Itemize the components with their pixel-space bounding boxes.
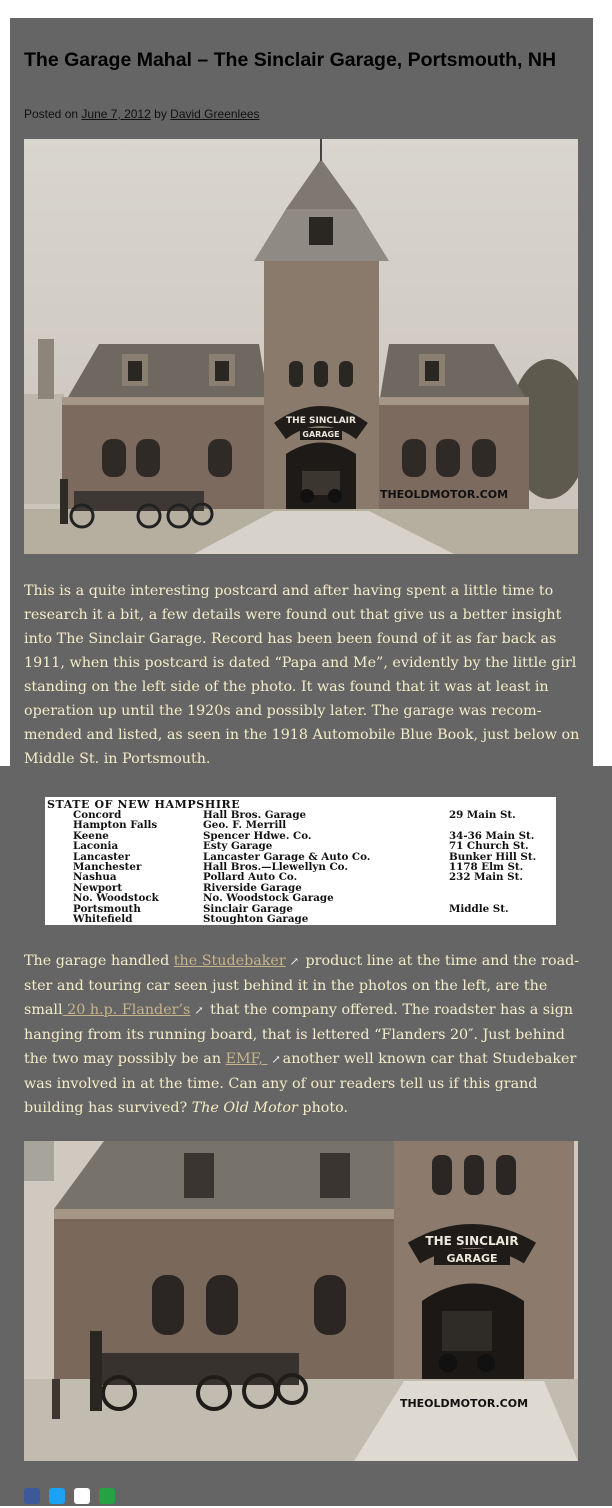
listing-row: No. Woodstock No. Woodstock Garage — [73, 892, 334, 905]
listing-row: Newport Riverside Garage — [73, 881, 302, 894]
listing-row: Nashua Pollard Auto Co. 232 Main St. — [73, 871, 523, 884]
studebaker-paragraph: The garage handled the Studebaker ↗ product line at the time and the road-ster and touring car seen just behind it in the photos on the left, are the small 20 h.p. Flander’s ↗ that the company offered. The roadster has a sign hanging from its running board, that is lettered “Flanders 20″. Just behind the two may possibly be an EMF, ↗ another well known car that Studebaker was involved in at the time. Can any of our readers tell us if this grand building has survived? The Old Motor photo. — [24, 949, 580, 1120]
watermark-text: THEOLDMOTOR.COM — [399, 1397, 529, 1410]
author-link[interactable]: David Greenlees — [170, 107, 260, 121]
garage-sign-text-1: THE SINCLAIR — [286, 416, 356, 426]
listing-row: Laconia Esty Garage 71 Church St. — [73, 840, 529, 853]
listing-row: Concord Hall Bros. Garage 29 Main St. — [73, 809, 516, 821]
studebaker-link[interactable]: the Studebaker — [173, 953, 286, 969]
listing-row: Manchester Hall Bros.—Llewellyn Co. 1178 Elm St. — [73, 860, 524, 873]
twitter-share-icon[interactable] — [49, 1488, 65, 1504]
listing-row: Portsmouth Sinclair Garage Middle St. — [73, 902, 509, 915]
posted-on-label: Posted on — [24, 107, 79, 121]
garage-closeup-photo[interactable] — [24, 1141, 578, 1461]
intro-paragraph: This is a quite interesting postcard and after having spent a little time to research it a bit, a few details were found out that give us a better insight into The Sinclair Garage. Record has been been found of it as far back as 1911, when this postcard is dated “Papa and Me”, evidently by the little girl standing on the left side of the photo. It was found that it was at least in operation up until the 1920s and possibly later. The garage was recom-mended and listed, as seen in the 1918 Automobile Blue Book, just below on Middle St. in Portsmouth. — [24, 583, 580, 767]
garage-sign-text-2: GARAGE — [446, 1252, 498, 1265]
listing-row: Whitefield Stoughton Garage — [73, 912, 309, 925]
flanders-link[interactable]: 20 h.p. Flander’s — [62, 1002, 191, 1018]
garage-postcard-photo[interactable] — [24, 139, 578, 554]
blue-book-listing-image — [45, 797, 556, 925]
external-link-icon: ↗ — [271, 1053, 281, 1066]
emf-link[interactable]: EMF, — [225, 1051, 268, 1067]
by-label: by — [154, 107, 167, 121]
garage-sign-text-2: GARAGE — [302, 430, 340, 439]
external-link-icon: ↗ — [289, 955, 299, 968]
listing-rows — [45, 810, 556, 924]
post-date-link[interactable]: June 7, 2012 — [81, 107, 151, 121]
external-link-icon: ↗ — [194, 1004, 204, 1017]
post-title: The Garage Mahal – The Sinclair Garage, Portsmouth, NH — [24, 49, 557, 71]
facebook-share-icon[interactable] — [24, 1488, 40, 1504]
email-share-icon[interactable] — [74, 1488, 90, 1504]
whatsapp-share-icon[interactable] — [99, 1488, 115, 1504]
post-meta — [24, 107, 260, 121]
watermark-text: THEOLDMOTOR.COM — [379, 488, 509, 501]
listing-title: STATE OF NEW HAMPSHIRE — [47, 798, 241, 811]
listing-row: Keene Spencer Hdwe. Co. 34-36 Main St. — [73, 829, 535, 842]
listing-row: Lancaster Lancaster Garage & Auto Co. Bunker Hill St. — [73, 850, 537, 863]
photo-credit: The Old Motor — [191, 1100, 298, 1116]
garage-sign-text-1: THE SINCLAIR — [425, 1234, 519, 1248]
listing-row: Hampton Falls Geo. F. Merrill — [73, 819, 287, 832]
share-buttons — [24, 1488, 119, 1506]
